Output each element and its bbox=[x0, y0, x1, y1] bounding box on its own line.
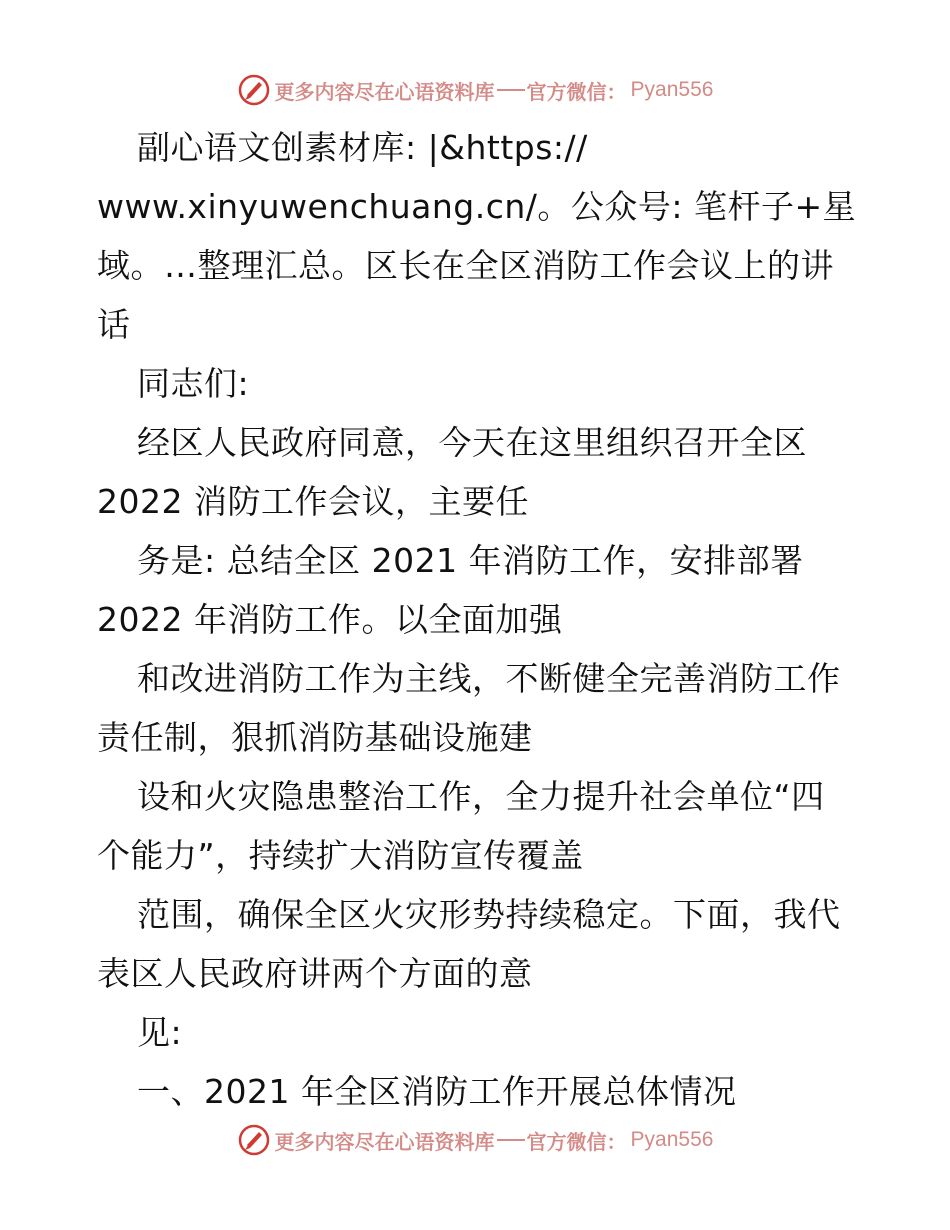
doc-line-12: 设和火灾隐患整治工作，全力提升社会单位“四 bbox=[137, 777, 825, 816]
doc-line-11: 责任制，狠抓消防基础设施建 bbox=[97, 718, 533, 757]
doc-line-2: www.xinyuwenchuang.cn/。公众号: 笔杆子+星 bbox=[97, 187, 857, 226]
watermark-wechat-id: Pyan556 bbox=[630, 78, 714, 101]
doc-line-17: 一、2021 年全区消防工作开展总体情况 bbox=[137, 1072, 737, 1111]
footer-watermark bbox=[0, 1120, 950, 1160]
doc-line-13: 个能力”，持续扩大消防宣传覆盖 bbox=[97, 836, 584, 875]
watermark-sub-text: 官方微信： bbox=[526, 79, 627, 104]
watermark-dash bbox=[497, 1139, 525, 1141]
document-body bbox=[97, 118, 857, 1121]
watermark-wechat-id: Pyan556 bbox=[630, 1128, 714, 1151]
brand-logo-icon bbox=[237, 1123, 271, 1157]
doc-line-6: 经区人民政府同意，今天在这里组织召开全区 bbox=[137, 423, 807, 462]
doc-line-15: 表区人民政府讲两个方面的意 bbox=[97, 954, 533, 993]
doc-line-5: 同志们: bbox=[137, 364, 250, 403]
doc-line-7: 2022 消防工作会议，主要任 bbox=[97, 482, 529, 521]
doc-line-4: 话 bbox=[97, 305, 131, 344]
doc-line-16: 见: bbox=[137, 1013, 183, 1052]
doc-line-9: 2022 年消防工作。以全面加强 bbox=[97, 600, 563, 639]
watermark-sub-text: 官方微信： bbox=[526, 1129, 627, 1154]
doc-line-10: 和改进消防工作为主线，不断健全完善消防工作 bbox=[137, 659, 841, 698]
brand-logo-icon bbox=[237, 73, 271, 107]
doc-line-3: 域。…整理汇总。区长在全区消防工作会议上的讲 bbox=[97, 246, 834, 285]
doc-line-14: 范围，确保全区火灾形势持续稳定。下面，我代 bbox=[137, 895, 841, 934]
watermark-main-text: 更多内容尽在心语资料库 bbox=[274, 79, 495, 104]
doc-line-1: 副心语文创素材库: |&https:// bbox=[137, 128, 588, 167]
header-watermark bbox=[0, 70, 950, 110]
watermark-dash bbox=[497, 89, 525, 91]
doc-line-8: 务是: 总结全区 2021 年消防工作，安排部署 bbox=[137, 541, 804, 580]
watermark-main-text: 更多内容尽在心语资料库 bbox=[274, 1129, 495, 1154]
